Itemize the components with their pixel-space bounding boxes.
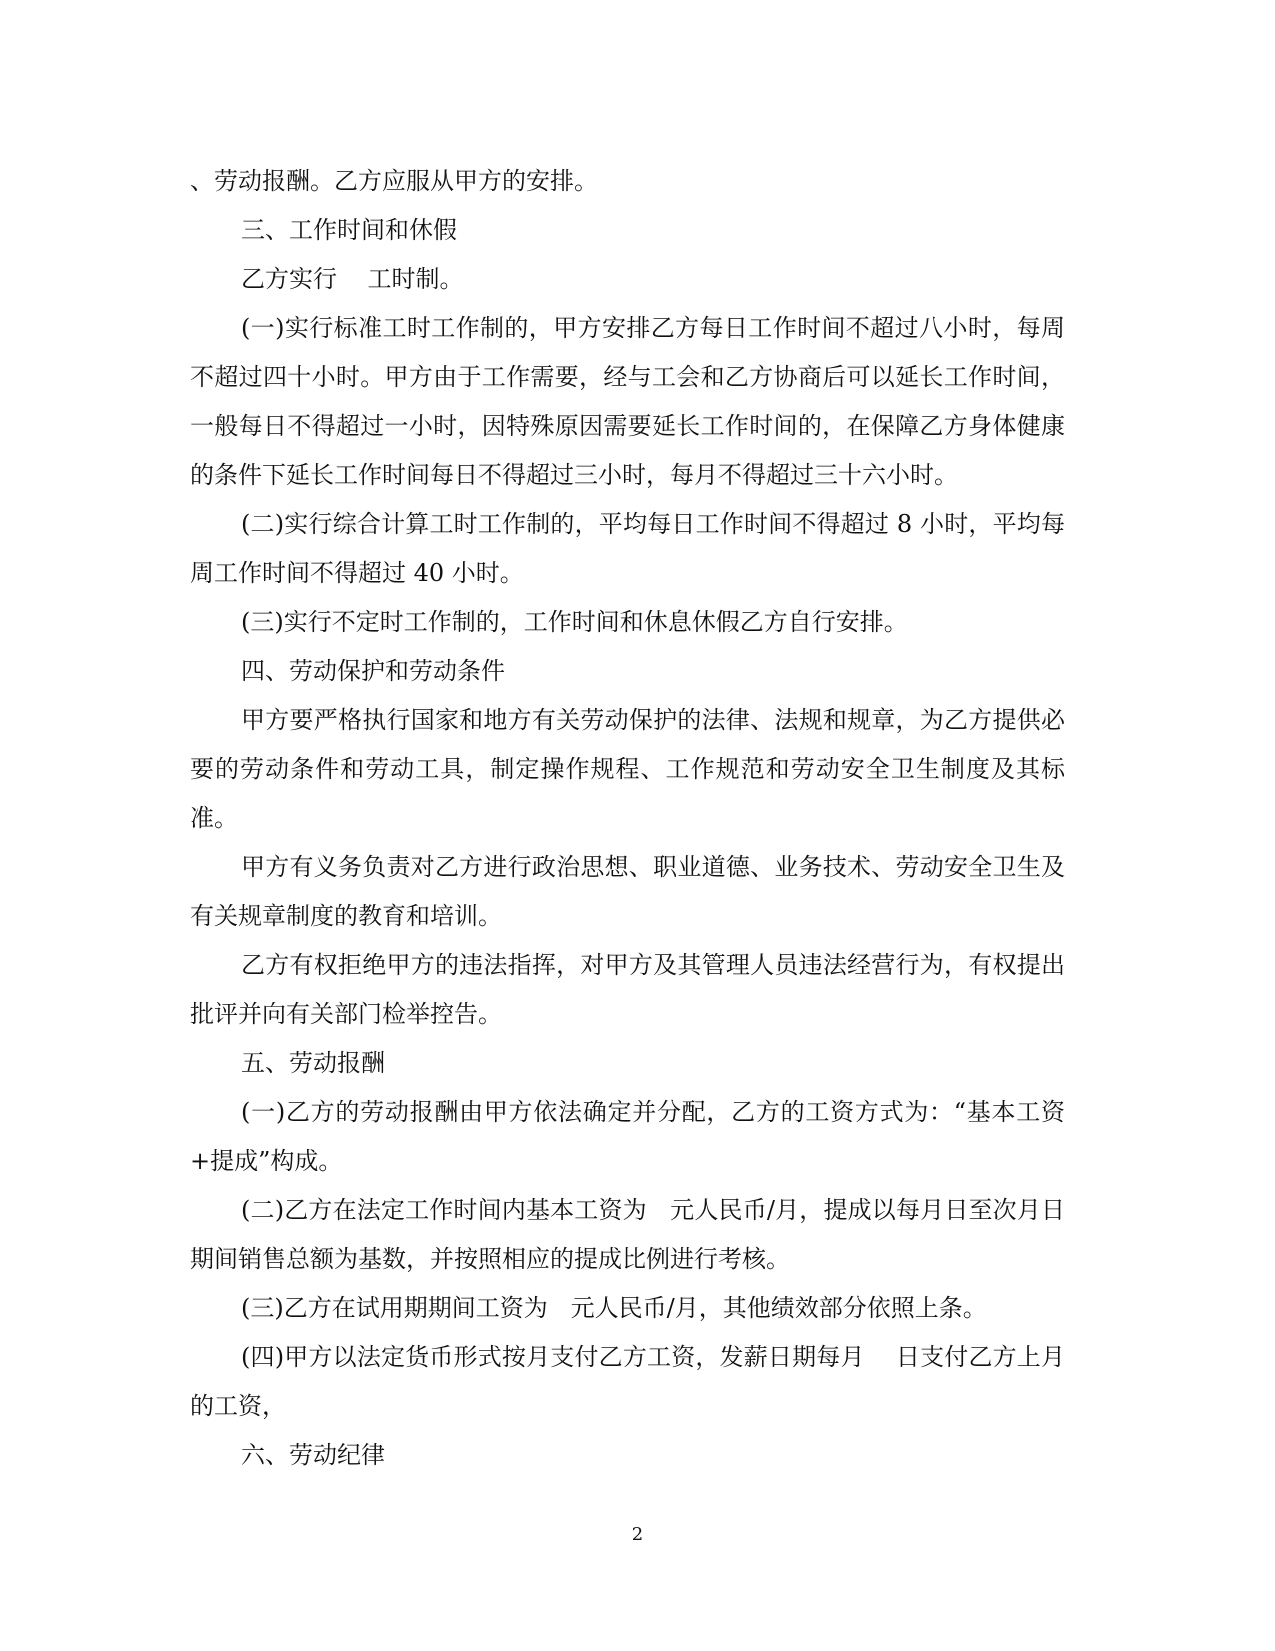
paragraph-payment-date: (四)甲方以法定货币形式按月支付乙方工资，发薪日期每月 日支付乙方上月的工资，	[190, 1343, 1065, 1420]
paragraph-flexible-hours: (三)实行不定时工作制的，工作时间和休息休假乙方自行安排。	[241, 608, 908, 636]
section-heading-work-hours: 三、工作时间和休假	[241, 216, 457, 244]
paragraph-comprehensive-hours: (二)实行综合计算工时工作制的，平均每日工作时间不得超过 8 小时，平均每周工作时间不得超过 40 小时。	[190, 510, 1065, 587]
paragraph-probation-salary: (三)乙方在试用期期间工资为 元人民币/月，其他绩效部分依照上条。	[241, 1294, 987, 1322]
paragraph-training: 甲方有义务负责对乙方进行政治思想、职业道德、业务技术、劳动安全卫生及有关规章制度的教育和培训。	[190, 853, 1065, 930]
paragraph-standard-hours: (一)实行标准工时工作制的，甲方安排乙方每日工作时间不超过八小时，每周不超过四十小时。甲方由于工作需要，经与工会和乙方协商后可以延长工作时间，一般每日不得超过一小时，因特殊原因需要延长工作时间的，在保障乙方身体健康的条件下延长工作时间每日不得超过三小时，每月不得超过三十六小时。	[190, 314, 1065, 489]
paragraph-continuation: 、劳动报酬。乙方应服从甲方的安排。	[190, 167, 598, 195]
paragraph-right-to-refuse: 乙方有权拒绝甲方的违法指挥，对甲方及其管理人员违法经营行为，有权提出批评并向有关部门检举控告。	[190, 951, 1065, 1028]
section-heading-remuneration: 五、劳动报酬	[241, 1049, 385, 1077]
document-body	[190, 157, 1065, 1480]
paragraph-work-hour-system: 乙方实行 工时制。	[241, 265, 464, 293]
paragraph-basic-salary: (二)乙方在法定工作时间内基本工资为 元人民币/月，提成以每月日至次月日期间销售总额为基数，并按照相应的提成比例进行考核。	[190, 1196, 1065, 1273]
section-heading-discipline: 六、劳动纪律	[241, 1441, 385, 1469]
page-number: 2	[631, 1524, 644, 1545]
paragraph-salary-method: (一)乙方的劳动报酬由甲方依法确定并分配，乙方的工资方式为：“基本工资+提成”构成。	[190, 1098, 1065, 1175]
section-heading-labor-protection: 四、劳动保护和劳动条件	[241, 657, 505, 685]
paragraph-labor-conditions: 甲方要严格执行国家和地方有关劳动保护的法律、法规和规章，为乙方提供必要的劳动条件和劳动工具，制定操作规程、工作规范和劳动安全卫生制度及其标准。	[190, 706, 1065, 832]
